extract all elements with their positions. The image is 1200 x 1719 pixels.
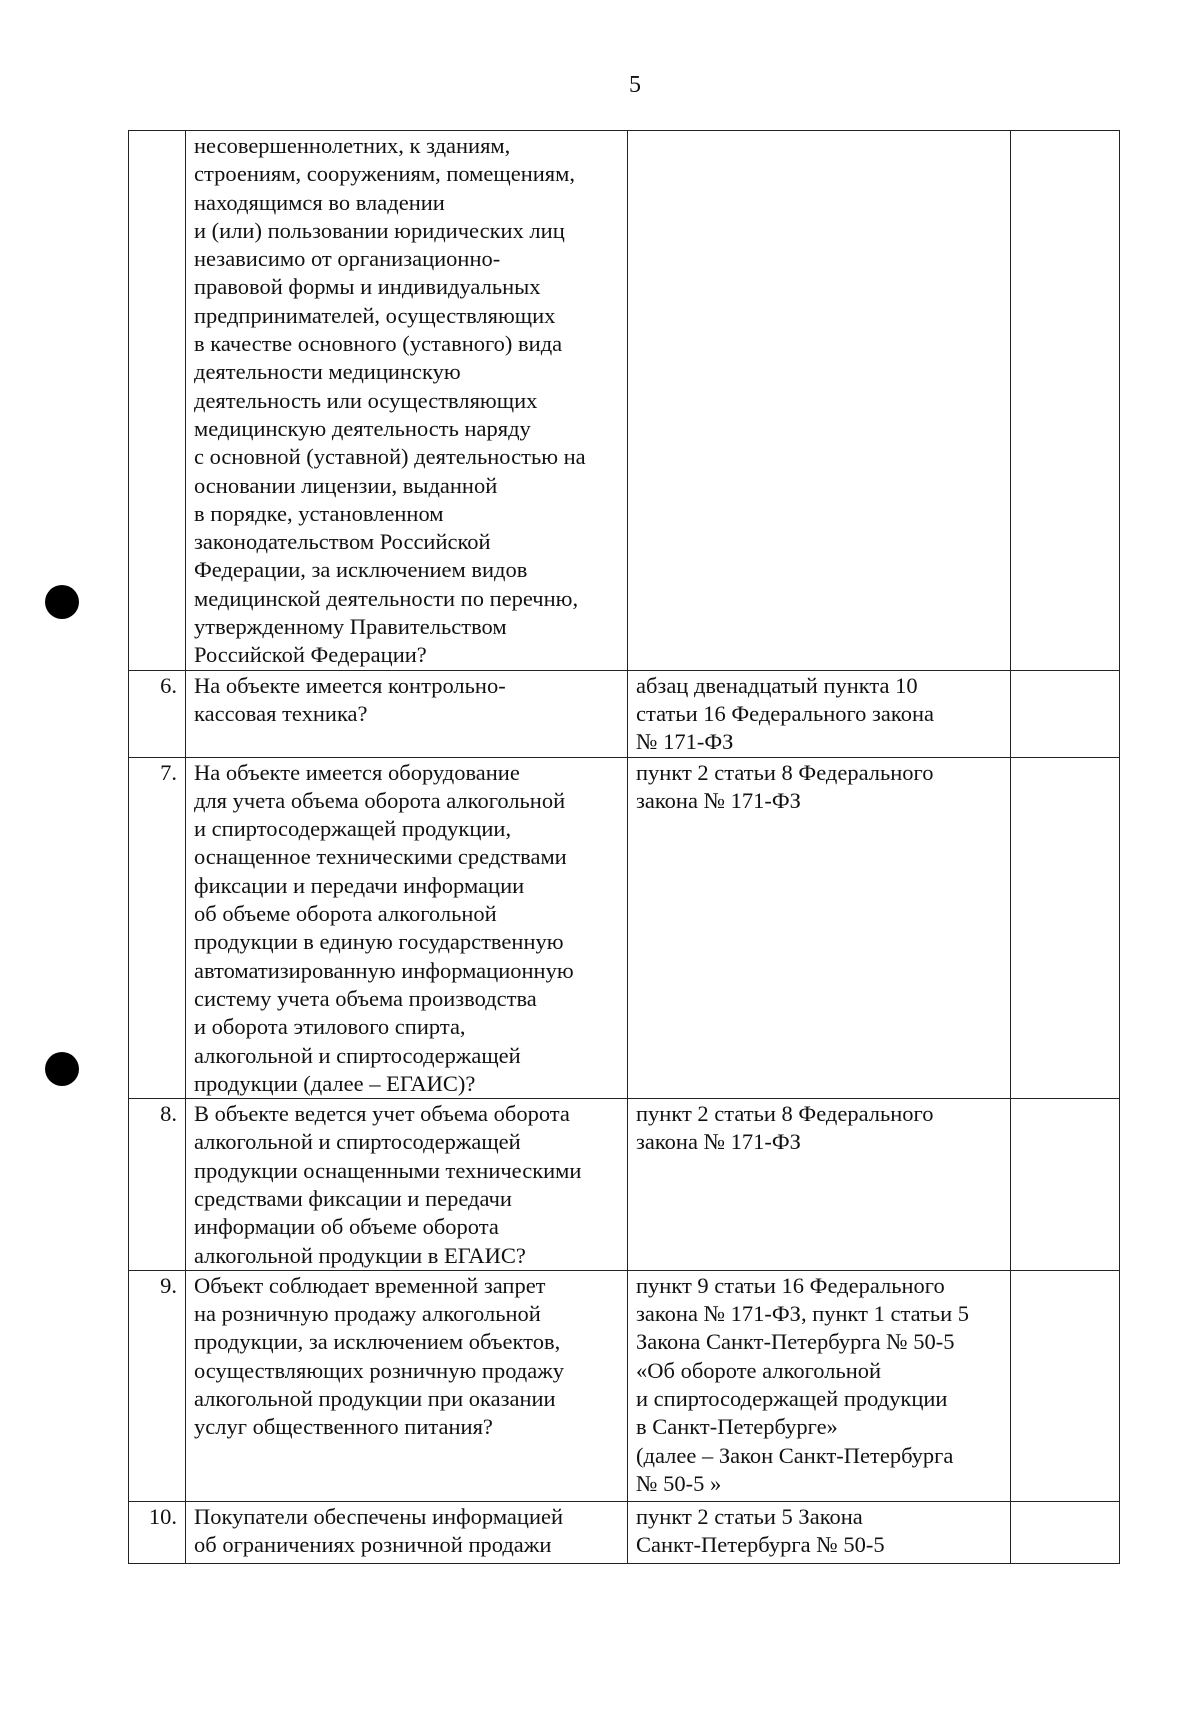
checklist-table [128,130,1120,1564]
question-line: осуществляющих розничную продажу [194,1357,565,1383]
question-line: систему учета объема производства [194,985,537,1011]
reference-line: закона № 171-ФЗ [636,787,801,813]
table-row [129,1501,1120,1563]
reference-cell [628,1501,1011,1563]
question-line: Покупатели обеспечены информацией [194,1503,564,1529]
note-cell [1011,1501,1120,1563]
question-line: об объеме оборота алкогольной [194,901,497,927]
question-line: продукции (далее – ЕГАИС)? [194,1070,476,1096]
question-cell [186,1270,628,1501]
table-row [129,1099,1120,1271]
question-line: услуг общественного питания? [194,1414,493,1440]
question-line: оснащенное техническими средствами [194,844,567,870]
question-line: продукции оснащенными техническими [194,1157,582,1183]
question-line: утвержденному Правительством [194,614,507,640]
question-line: законодательством Российской [194,529,491,555]
reference-line: (далее – Закон Санкт-Петербурга [636,1442,954,1468]
question-line: В объекте ведется учет объема оборота [194,1101,570,1127]
reference-line: пункт 9 статьи 16 Федерального [636,1272,945,1298]
question-line: и оборота этилового спирта, [194,1014,466,1040]
question-line: в качестве основного (уставного) вида [194,331,563,357]
question-line: медицинскую деятельность наряду [194,415,531,441]
row-number: 10. [129,1501,186,1563]
table-row [129,757,1120,1099]
question-line: алкогольной продукции в ЕГАИС? [194,1242,526,1268]
row-number: 8. [129,1099,186,1271]
question-line: на розничную продажу алкогольной [194,1301,541,1327]
question-line: продукции, за исключением объектов, [194,1329,561,1355]
question-line: алкогольной и спиртосодержащей [194,1042,521,1068]
question-line: и спиртосодержащей продукции, [194,816,512,842]
question-cell [186,131,628,671]
reference-line: в Санкт-Петербурге» [636,1414,838,1440]
table-row [129,1270,1120,1501]
question-line: средствами фиксации и передачи [194,1185,512,1211]
question-line: автоматизированную информационную [194,957,574,983]
question-cell [186,757,628,1099]
reference-line: закона № 171-ФЗ, пункт 1 статьи 5 [636,1301,970,1327]
question-line: Объект соблюдает временной запрет [194,1272,546,1298]
question-cell [186,1099,628,1271]
question-line: независимо от организационно- [194,246,501,272]
question-line: фиксации и передачи информации [194,872,525,898]
question-line: Российской Федерации? [194,642,427,668]
question-line: несовершеннолетних, к зданиям, [194,133,511,158]
question-line: с основной (уставной) деятельностью на [194,444,586,470]
reference-line: статьи 16 Федерального закона [636,700,934,726]
question-line: и (или) пользовании юридических лиц [194,217,565,243]
punch-hole-mark [45,585,79,619]
question-line: информации об объеме оборота [194,1214,499,1240]
reference-line: пункт 2 статьи 5 Закона [636,1503,863,1529]
note-cell [1011,131,1120,671]
row-number: 9. [129,1270,186,1501]
question-line: алкогольной и спиртосодержащей [194,1129,521,1155]
note-cell [1011,670,1120,757]
question-line: для учета объема оборота алкогольной [194,787,566,813]
row-number [129,131,186,671]
question-line: алкогольной продукции при оказании [194,1386,556,1412]
question-line: На объекте имеется контрольно- [194,672,506,698]
table-row [129,131,1120,671]
question-line: кассовая техника? [194,700,368,726]
question-line: основании лицензии, выданной [194,472,498,498]
reference-cell [628,670,1011,757]
question-line: Федерации, за исключением видов [194,557,528,583]
reference-line: № 171-ФЗ [636,729,734,755]
row-number: 6. [129,670,186,757]
reference-cell [628,1270,1011,1501]
reference-cell [628,131,1011,671]
row-number: 7. [129,757,186,1099]
note-cell [1011,1099,1120,1271]
question-line: предпринимателей, осуществляющих [194,302,556,328]
question-line: продукции в единую государственную [194,929,564,955]
page-number: 5 [629,72,641,98]
question-line: в порядке, установленном [194,500,444,526]
reference-line: пункт 2 статьи 8 Федерального [636,1101,934,1127]
question-cell [186,1501,628,1563]
table-row [129,670,1120,757]
question-line: правовой формы и индивидуальных [194,274,541,300]
reference-line: Санкт-Петербурга № 50-5 [636,1532,885,1558]
punch-hole-mark [45,1052,79,1086]
question-line: об ограничениях розничной продажи [194,1532,552,1558]
note-cell [1011,757,1120,1099]
reference-cell [628,1099,1011,1271]
question-line: На объекте имеется оборудование [194,759,520,785]
question-line: деятельность или осуществляющих [194,387,538,413]
reference-line: Закона Санкт-Петербурга № 50-5 [636,1329,955,1355]
note-cell [1011,1270,1120,1501]
reference-line: закона № 171-ФЗ [636,1129,801,1155]
reference-line: пункт 2 статьи 8 Федерального [636,759,934,785]
reference-line: «Об обороте алкогольной [636,1357,882,1383]
question-line: строениям, сооружениям, помещениям, [194,161,576,187]
question-cell [186,670,628,757]
question-line: деятельности медицинскую [194,359,461,385]
reference-line: абзац двенадцатый пункта 10 [636,672,918,698]
reference-cell [628,757,1011,1099]
reference-line: и спиртосодержащей продукции [636,1386,948,1412]
question-line: медицинской деятельности по перечню, [194,585,579,611]
question-line: находящимся во владении [194,189,445,215]
reference-line: № 50-5 » [636,1470,722,1496]
